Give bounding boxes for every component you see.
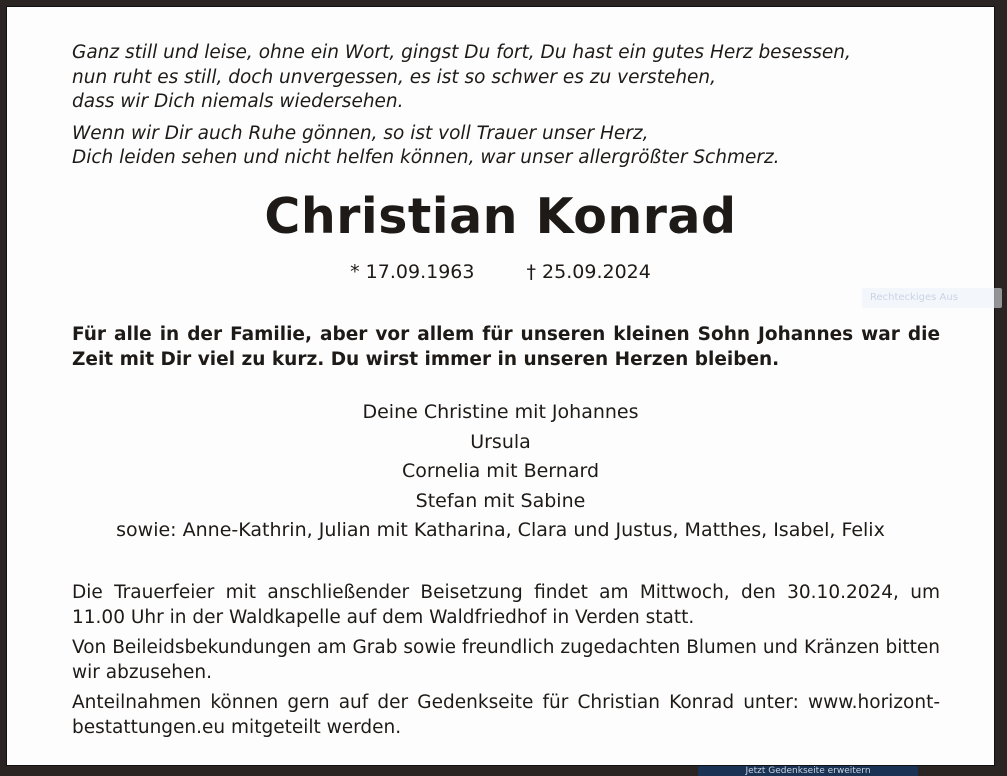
mourner-line: Stefan mit Sabine (415, 489, 586, 512)
mourners-list (7, 398, 994, 546)
capture-tooltip: Rechteckiges Aus (862, 288, 1002, 308)
mourner-line: Deine Christine mit Johannes (362, 401, 639, 423)
tribute-text: Für alle in der Familie, aber vor allem für unseren kleinen Sohn Johannes war die Zeit mit Dir viel zu kurz. Du wirst immer in unseren Herzen bleiben. (72, 324, 940, 370)
poem-line: Dich leiden sehen und nicht helfen können, war unser allergrößter Schmerz. (72, 147, 780, 168)
funeral-info (72, 581, 940, 746)
info-paragraph: Von Beileidsbekundungen am Grab sowie freundlich zugedachten Blumen und Kränzen bitten wir abzusehen. (72, 637, 940, 683)
poem-line: nun ruht es still, doch unvergessen, es ist so schwer es zu verstehen, (72, 66, 717, 88)
deceased-name: Christian Konrad (264, 188, 737, 245)
expand-memorial-button[interactable]: Jetzt Gedenkseite erweitern (698, 766, 918, 776)
life-dates (7, 259, 994, 285)
info-paragraph: Anteilnahmen können gern auf der Gedenkseite für Christian Konrad unter: www.horizont-bestattungen.eu mitgeteilt werden. (72, 692, 940, 738)
mourner-line: Ursula (470, 430, 531, 453)
info-paragraph: Die Trauerfeier mit anschließender Beisetzung findet am Mittwoch, den 30.10.2024, um 11.00 Uhr in der Waldkapelle auf dem Waldfriedhof in Verden statt. (72, 582, 940, 628)
poem-line: dass wir Dich niemals wiedersehen. (72, 91, 404, 112)
poem-stanza-1 (72, 41, 952, 115)
mourner-line: sowie: Anne-Kathrin, Julian mit Katharina, Clara und Justus, Matthes, Isabel, Felix (116, 519, 885, 541)
obituary-card (6, 6, 995, 766)
poem-line: Wenn wir Dir auch Ruhe gönnen, so ist voll Trauer unser Herz, (72, 122, 649, 144)
mourner-line: Cornelia mit Bernard (401, 460, 600, 482)
poem (72, 41, 952, 171)
poem-line: Ganz still und leise, ohne ein Wort, gingst Du fort, Du hast ein gutes Herz besessen, (72, 42, 851, 63)
poem-stanza-2 (72, 122, 952, 171)
birth-date: * 17.09.1963 (350, 261, 475, 283)
death-date: † 25.09.2024 (526, 261, 651, 283)
